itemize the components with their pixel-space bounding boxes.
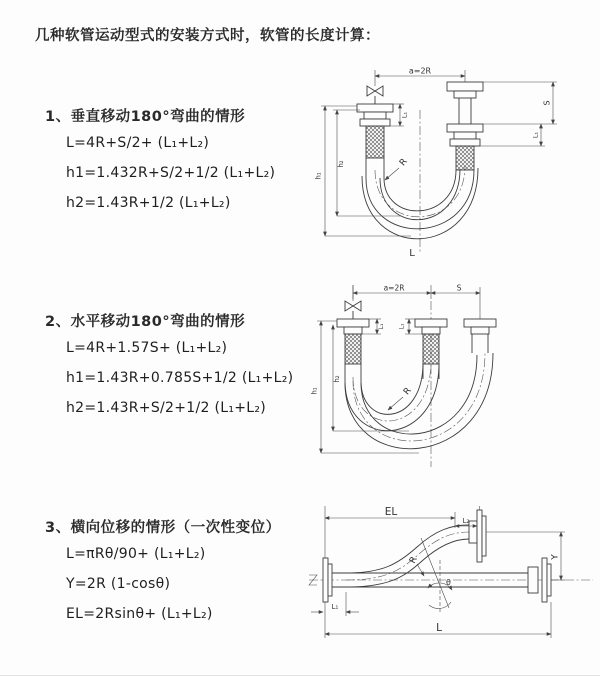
- braided-hose-section: [345, 334, 361, 364]
- braided-hose-section: [423, 334, 439, 364]
- left-pipe-fitting: [357, 104, 393, 178]
- dim-label-l1: L₁: [378, 323, 385, 330]
- dimension-a2r: [353, 284, 431, 300]
- dim-label-h2: h₂: [337, 160, 345, 168]
- dim-label-l: L: [436, 622, 442, 634]
- dimension-l1: [311, 592, 359, 616]
- dim-label-s: S: [542, 100, 552, 106]
- right-pipe-fitting: [447, 70, 483, 170]
- dim-label-el: EL: [384, 506, 398, 518]
- dimension-s: [431, 284, 480, 294]
- dim-label-a2r: a=2R: [383, 283, 405, 293]
- section-1-formula-h1: h1=1.432R+S/2+1/2 (L₁+L₂): [66, 165, 276, 181]
- radius-leader: [385, 157, 410, 180]
- section-1-formula-h2: h2=1.43R+1/2 (L₁+L₂): [66, 195, 231, 211]
- dim-label-s: S: [456, 283, 462, 293]
- diagram-vertical-180-bend: [313, 66, 583, 264]
- diagram-horizontal-180-bend: [311, 281, 596, 476]
- dim-label-h2: h₂: [333, 375, 341, 383]
- dim-label-y: Y: [550, 554, 561, 560]
- section-2-formula-h1: h1=1.43R+0.785S+1/2 (L₁+L₂): [66, 370, 294, 386]
- section-1-formula-L: L=4R+S/2+ (L₁+L₂): [66, 135, 210, 151]
- dim-label-l1: L₁: [331, 603, 339, 611]
- dim-label-h1: h₁: [311, 387, 319, 395]
- dim-label-l2: L₂: [462, 517, 470, 525]
- diagram-lateral-displacement: [303, 502, 600, 652]
- valve-icon: [367, 70, 383, 104]
- dim-label-theta: θ: [446, 578, 451, 587]
- dim-label-l: L: [409, 248, 415, 259]
- dimension-s: [483, 82, 557, 124]
- section-3-heading: 3、横向位移的情形（一次性变位）: [45, 520, 281, 536]
- section-2-formula-h2: h2=1.43R+S/2+1/2 (L₁+L₂): [66, 400, 267, 416]
- dim-label-l1: L₁: [398, 323, 406, 330]
- radius-leader: [388, 386, 414, 410]
- right-pipe-fitting: [464, 287, 496, 353]
- section-2-formula-L: L=4R+1.57S+ (L₁+L₂): [66, 340, 228, 356]
- section-3-formula-L: L=πRθ/90+ (L₁+L₂): [66, 546, 206, 562]
- left-pipe-fitting: [337, 319, 369, 381]
- section-1-heading: 1、垂直移动180°弯曲的情形: [45, 109, 246, 125]
- dim-label-r: R: [398, 156, 410, 169]
- dim-label-r: R: [408, 555, 420, 566]
- braided-hose-section: [366, 126, 384, 158]
- dim-label-h1: h₁: [314, 172, 323, 180]
- page-title: 几种软管运动型式的安装方式时，软管的长度计算：: [35, 28, 380, 44]
- section-3-formula-Y: Y=2R (1-cosθ): [66, 576, 171, 592]
- upper-flange: [469, 506, 486, 562]
- dimension-l: [325, 602, 551, 638]
- dim-label-l1: L₁: [400, 111, 409, 119]
- dimension-l1-right: [474, 124, 545, 146]
- section-3-formula-EL: EL=2Rsinθ+ (L₁+L₂): [66, 606, 213, 622]
- dim-label-a2r: a=2R: [408, 66, 432, 76]
- dim-label-l1: L₁: [531, 131, 540, 139]
- dimension-a2r: [375, 67, 465, 77]
- hose-u-bends: [345, 353, 493, 449]
- dim-label-r: R: [402, 385, 414, 398]
- section-2-heading: 2、水平移动180°弯曲的情形: [45, 314, 246, 330]
